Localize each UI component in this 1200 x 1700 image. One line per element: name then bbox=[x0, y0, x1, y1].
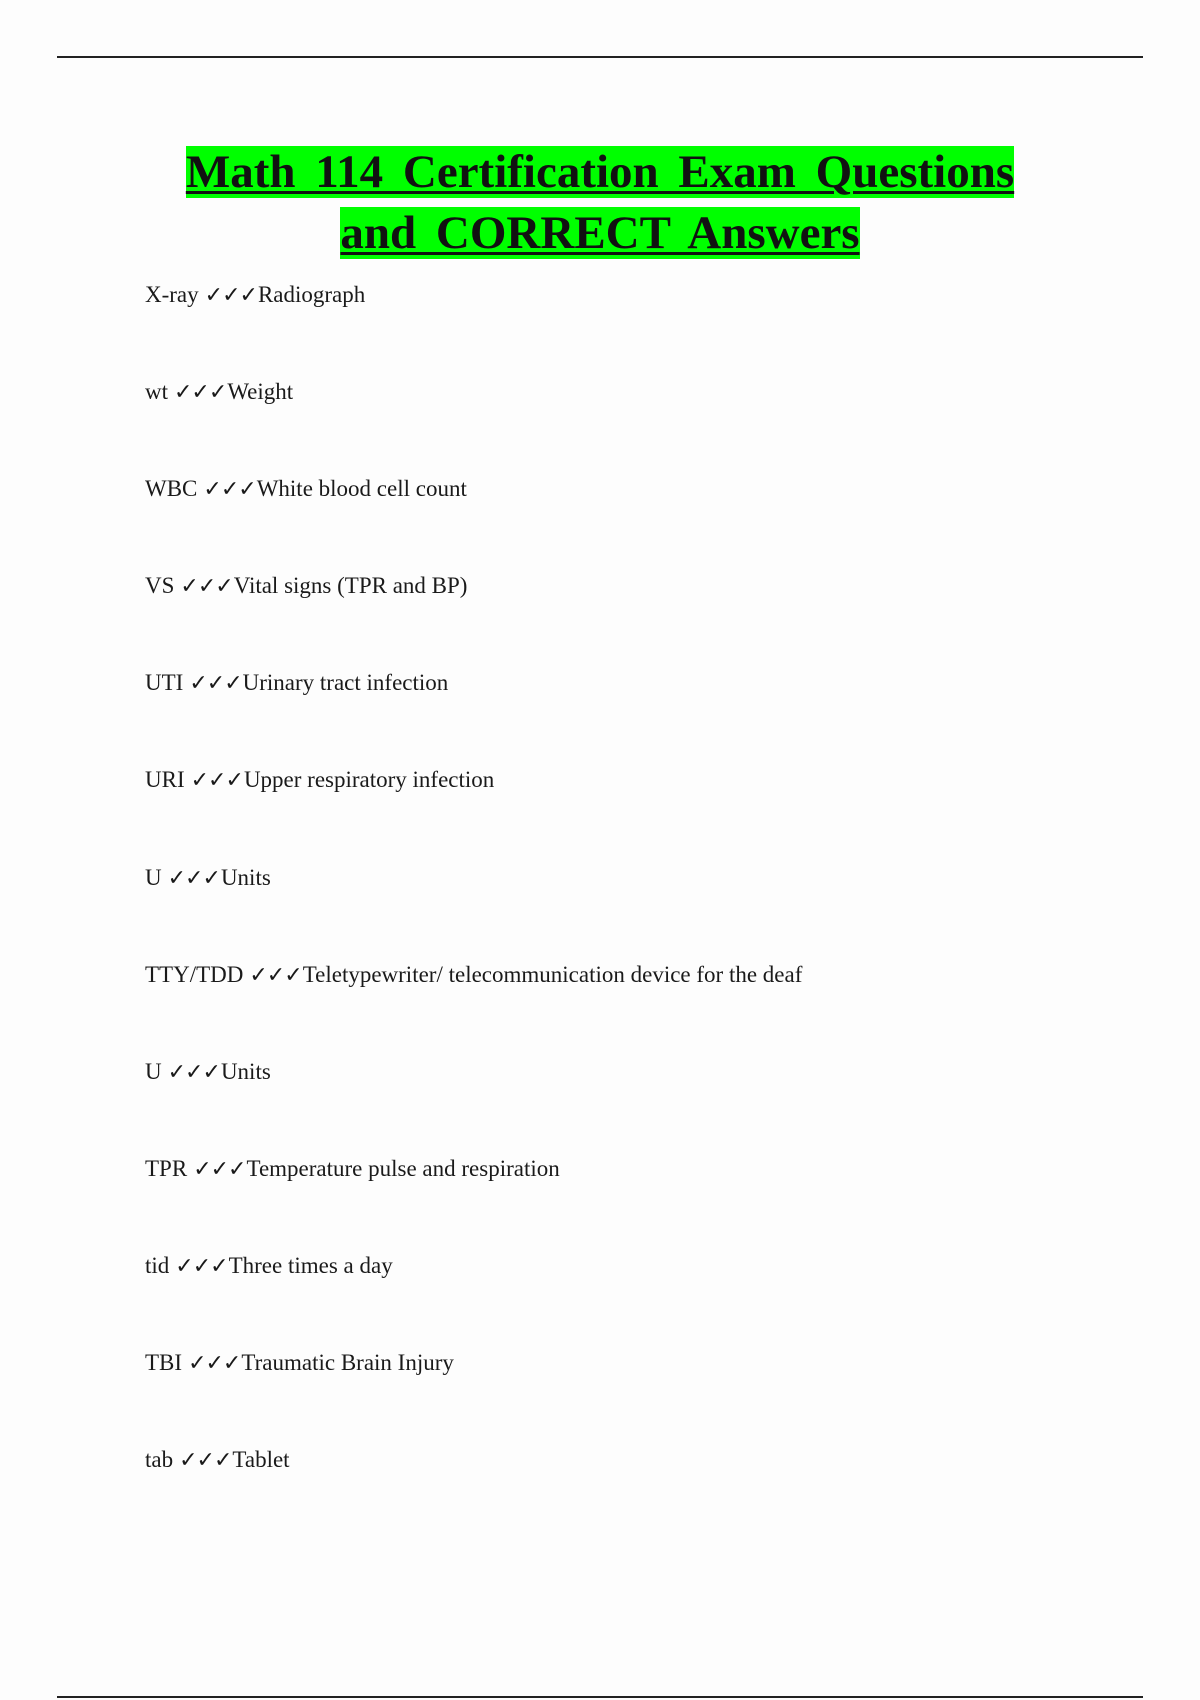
list-item bbox=[145, 280, 365, 311]
definition: Units bbox=[220, 865, 271, 890]
check-icon: ✓✓✓ bbox=[189, 671, 242, 696]
term: UTI bbox=[145, 670, 184, 695]
term: VS bbox=[145, 573, 175, 598]
title-highlight: Math 114 Certification Exam Questions and CORRECT Answers bbox=[185, 146, 1015, 259]
term: X-ray bbox=[145, 282, 199, 307]
definition: Temperature pulse and respiration bbox=[246, 1156, 560, 1181]
term: tab bbox=[145, 1447, 174, 1472]
list-item bbox=[145, 1057, 271, 1088]
list-item bbox=[145, 1154, 560, 1185]
list-item bbox=[145, 960, 802, 991]
definition: Teletypewriter/ telecommunication device for the deaf bbox=[302, 962, 803, 987]
term: TTY/TDD bbox=[145, 962, 244, 987]
term: U bbox=[145, 865, 162, 890]
check-icon: ✓✓✓ bbox=[204, 283, 257, 308]
term: URI bbox=[145, 767, 185, 792]
definition: Tablet bbox=[232, 1447, 290, 1472]
term: wt bbox=[145, 379, 168, 404]
check-icon: ✓✓✓ bbox=[179, 1448, 232, 1473]
list-item bbox=[145, 765, 494, 796]
definition: Vital signs (TPR and BP) bbox=[233, 573, 468, 598]
definition: Weight bbox=[227, 379, 294, 404]
list-item bbox=[145, 377, 293, 408]
check-icon: ✓✓✓ bbox=[249, 963, 302, 988]
definition: White blood cell count bbox=[256, 476, 467, 501]
list-item bbox=[145, 1348, 454, 1379]
term: WBC bbox=[145, 476, 198, 501]
check-icon: ✓✓✓ bbox=[180, 574, 233, 599]
list-item bbox=[145, 571, 467, 602]
list-item bbox=[145, 474, 467, 505]
list-item bbox=[145, 1251, 393, 1282]
top-rule bbox=[57, 56, 1143, 58]
bottom-rule bbox=[57, 1696, 1143, 1698]
check-icon: ✓✓✓ bbox=[175, 1254, 228, 1279]
list-item bbox=[145, 668, 448, 699]
check-icon: ✓✓✓ bbox=[193, 1157, 246, 1182]
term: U bbox=[145, 1059, 162, 1084]
check-icon: ✓✓✓ bbox=[167, 1060, 220, 1085]
definition: Upper respiratory infection bbox=[243, 767, 495, 792]
list-item bbox=[145, 1445, 290, 1476]
check-icon: ✓✓✓ bbox=[188, 1351, 241, 1376]
definition: Urinary tract infection bbox=[242, 670, 449, 695]
term: TBI bbox=[145, 1350, 183, 1375]
term: TPR bbox=[145, 1156, 188, 1181]
list-item bbox=[145, 863, 271, 894]
check-icon: ✓✓✓ bbox=[174, 380, 227, 405]
definition: Units bbox=[220, 1059, 271, 1084]
definition: Radiograph bbox=[257, 282, 366, 307]
check-icon: ✓✓✓ bbox=[190, 768, 243, 793]
term: tid bbox=[145, 1253, 170, 1278]
definition: Traumatic Brain Injury bbox=[241, 1350, 454, 1375]
definition: Three times a day bbox=[228, 1253, 393, 1278]
check-icon: ✓✓✓ bbox=[167, 866, 220, 891]
check-icon: ✓✓✓ bbox=[203, 477, 256, 502]
document-title bbox=[150, 142, 1050, 264]
